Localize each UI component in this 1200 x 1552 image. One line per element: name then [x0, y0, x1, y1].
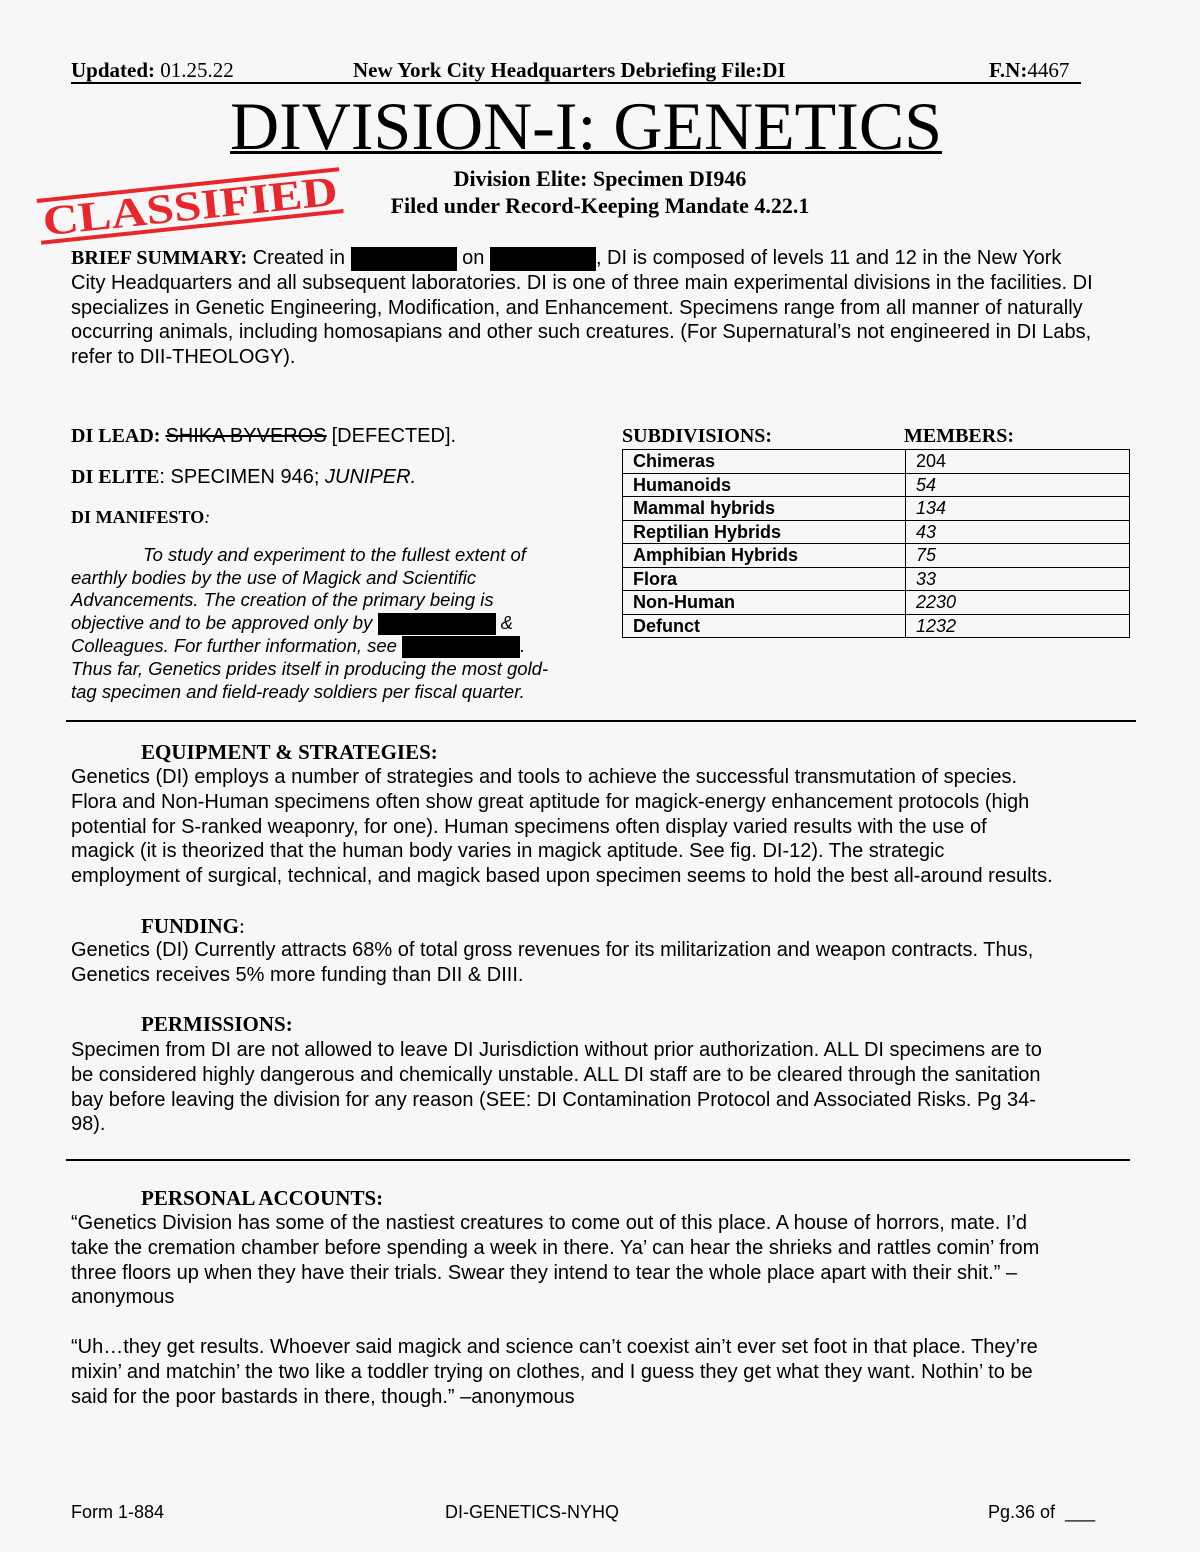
- fn-value: 4467: [1027, 58, 1070, 82]
- elite-label: DI ELITE: [71, 466, 160, 488]
- summary-line: refer to DII-THEOLOGY).: [71, 346, 296, 369]
- subdivisions-table: [622, 449, 1130, 638]
- elite-name: JUNIPER.: [325, 466, 417, 488]
- members-header: MEMBERS:: [904, 425, 1014, 447]
- member-count: 1232: [906, 614, 1130, 638]
- redaction-bar: [351, 247, 457, 271]
- page-title: DIVISION-I: GENETICS: [230, 88, 943, 164]
- page-total: ___: [1065, 1502, 1096, 1522]
- manifesto-text: [71, 544, 548, 703]
- fn-label: F.N:: [989, 58, 1028, 82]
- header-bar: [71, 58, 1081, 84]
- quote-1: [71, 1211, 1039, 1310]
- table-row: [623, 473, 1130, 497]
- subdivision-name: Chimeras: [623, 450, 906, 474]
- quote-line: anonymous: [71, 1286, 175, 1309]
- subdivisions-header: SUBDIVISIONS:: [622, 425, 773, 447]
- updated-value: 01.25.22: [160, 58, 234, 82]
- accounts-heading: PERSONAL ACCOUNTS:: [141, 1186, 384, 1210]
- quote-line: three floors up when they have their trials. Swear they intend to tear the whole place apart with their shit.” –: [71, 1261, 1018, 1284]
- member-count: 33: [906, 567, 1130, 591]
- subdivision-name: Defunct: [623, 614, 906, 638]
- manifesto-heading: DI MANIFESTO: [71, 507, 205, 527]
- table-row: [623, 591, 1130, 615]
- equipment-heading: EQUIPMENT & STRATEGIES:: [141, 740, 438, 764]
- redaction-bar: [378, 613, 496, 635]
- subdivision-name: Mammal hybrids: [623, 497, 906, 521]
- footer-code: DI-GENETICS-NYHQ: [445, 1502, 620, 1522]
- summary-text: on: [462, 247, 485, 269]
- updated-label: Updated:: [71, 58, 156, 82]
- divider: [66, 720, 1136, 722]
- manifesto-line: Advancements. The creation of the primary being is: [71, 589, 494, 611]
- permissions-heading: PERMISSIONS:: [141, 1012, 293, 1036]
- paragraph-line: bay before leaving the division for any reason (SEE: DI Contamination Protocol and Associated Risks. Pg 34-: [71, 1088, 1036, 1111]
- paragraph-line: Flora and Non-Human specimens often show great aptitude for magick-energy enhancement protocols (high: [71, 790, 1030, 813]
- member-count: 54: [906, 473, 1130, 497]
- summary-line: occurring animals, including homosapians and other such creatures. (For Supernatural’s not engineered in DI Labs,: [71, 321, 1092, 344]
- manifesto-label: DI MANIFESTO:: [71, 507, 211, 527]
- paragraph-line: Specimen from DI are not allowed to leave DI Jurisdiction without prior authorization. ALL DI specimens are to: [71, 1039, 1042, 1061]
- member-count: 75: [906, 544, 1130, 568]
- quote-line: mixin’ and matchin’ the two like a toddler trying on clothes, and I guess they get what they want. Nothin’ to be: [71, 1360, 1033, 1383]
- di-lead: [71, 425, 456, 448]
- member-count: 43: [906, 520, 1130, 544]
- di-elite: [71, 466, 416, 489]
- elite-value: : SPECIMEN 946;: [159, 466, 325, 488]
- manifesto-line: [71, 635, 548, 658]
- quote-line: said for the poor bastards in there, though.” –anonymous: [71, 1385, 575, 1408]
- funding-heading-text: FUNDING: [141, 914, 239, 938]
- subtitle-specimen: Division Elite: Specimen DI946: [453, 166, 747, 191]
- table-row: [623, 614, 1130, 638]
- page-number: Pg.36 of: [988, 1502, 1056, 1522]
- subdivision-name: Humanoids: [623, 473, 906, 497]
- brief-summary: [71, 246, 1093, 370]
- table-row: [623, 544, 1130, 568]
- summary-text: , DI is composed of levels 11 and 12 in the New York: [595, 247, 1062, 269]
- lead-name: SHIKA BYVEROS: [165, 425, 327, 447]
- lead-status: [DEFECTED].: [331, 425, 457, 447]
- footer-form: Form 1-884: [71, 1502, 165, 1522]
- quote-line: “Genetics Division has some of the nastiest creatures to come out of this place. A house of horrors, mate. I’d: [71, 1212, 1028, 1234]
- permissions-text: [71, 1038, 1042, 1137]
- table-row: [623, 520, 1130, 544]
- paragraph-line: employment of surgical, technical, and magick based upon specimen seems to hold the best all-around results.: [71, 865, 1053, 888]
- redaction-bar: [490, 247, 596, 271]
- paragraph-line: Genetics (DI) Currently attracts 68% of total gross revenues for its militarization and weapon contracts. Thus,: [71, 939, 1034, 961]
- member-count: 134: [906, 497, 1130, 521]
- subdivision-name: Reptilian Hybrids: [623, 520, 906, 544]
- member-count: 2230: [906, 591, 1130, 615]
- redaction-bar: [402, 636, 520, 658]
- member-count: 204: [906, 450, 1130, 474]
- summary-line: City Headquarters and all subsequent laboratories. DI is one of three main experimental divisions in the facilities. DI: [71, 271, 1093, 294]
- manifesto-line: [71, 612, 548, 635]
- paragraph-line: 98).: [71, 1113, 106, 1136]
- table-row: [623, 567, 1130, 591]
- manifesto-line: tag specimen and field-ready soldiers per fiscal quarter.: [71, 680, 525, 702]
- manifesto-text-part: Colleagues. For further information, see: [71, 634, 397, 656]
- manifesto-text-part: &: [500, 611, 513, 633]
- paragraph-line: be considered highly dangerous and chemically unstable. ALL DI staff are to be cleared through the sanitation: [71, 1063, 1041, 1086]
- summary-text: Created in: [252, 247, 345, 269]
- paragraph-line: magick (it is theorized that the human body varies in magick aptitude. See fig. DI-12). The strategic: [71, 840, 945, 863]
- manifesto-line: Thus far, Genetics prides itself in producing the most gold-: [71, 658, 549, 679]
- funding-heading: FUNDING:: [141, 914, 245, 938]
- stamp-text: CLASSIFIED: [40, 173, 297, 246]
- table-row: [623, 450, 1130, 474]
- quote-line: “Uh…they get results. Whoever said magick and science can’t coexist ain’t ever set foot in that place. They’re: [71, 1336, 1038, 1358]
- equipment-text: [71, 765, 1053, 889]
- paragraph-line: Genetics receives 5% more funding than DII & DIII.: [71, 963, 524, 986]
- paragraph-line: potential for S-ranked weaponry, for one). Human specimens often display varied results with the use of: [71, 815, 987, 838]
- summary-line: specializes in Genetic Engineering, Modification, and Enhancement. Specimens range from all manner of naturally: [71, 296, 1083, 319]
- subdivision-name: Flora: [623, 567, 906, 591]
- lead-label: DI LEAD:: [71, 425, 161, 447]
- manifesto-text-part: objective and to be approved only by: [71, 611, 373, 633]
- manifesto-text-part: .: [520, 634, 526, 656]
- file-number: [989, 58, 1069, 83]
- quote-2: [71, 1335, 1038, 1409]
- subdivision-name: Amphibian Hybrids: [623, 544, 906, 568]
- classified-stamp: [30, 150, 370, 260]
- funding-text: [71, 938, 1033, 988]
- footer-page: [988, 1502, 1095, 1523]
- updated-date: [71, 58, 234, 83]
- manifesto-line: To study and experiment to the fullest extent of: [143, 544, 526, 565]
- subtitle-mandate: Filed under Record-Keeping Mandate 4.22.1: [390, 193, 810, 218]
- paragraph-line: Genetics (DI) employs a number of strategies and tools to achieve the successful transmutation of species.: [71, 766, 1018, 788]
- table-row: [623, 497, 1130, 521]
- file-title: New York City Headquarters Debriefing File:DI: [353, 58, 786, 82]
- subdivision-name: Non-Human: [623, 591, 906, 615]
- quote-line: take the cremation chamber before spending a week in there. Ya’ can hear the shrieks and rattles comin’ from: [71, 1236, 1040, 1259]
- manifesto-line: earthly bodies by the use of Magick and Scientific: [71, 566, 477, 588]
- summary-label: BRIEF SUMMARY:: [71, 247, 248, 269]
- divider: [66, 1159, 1130, 1161]
